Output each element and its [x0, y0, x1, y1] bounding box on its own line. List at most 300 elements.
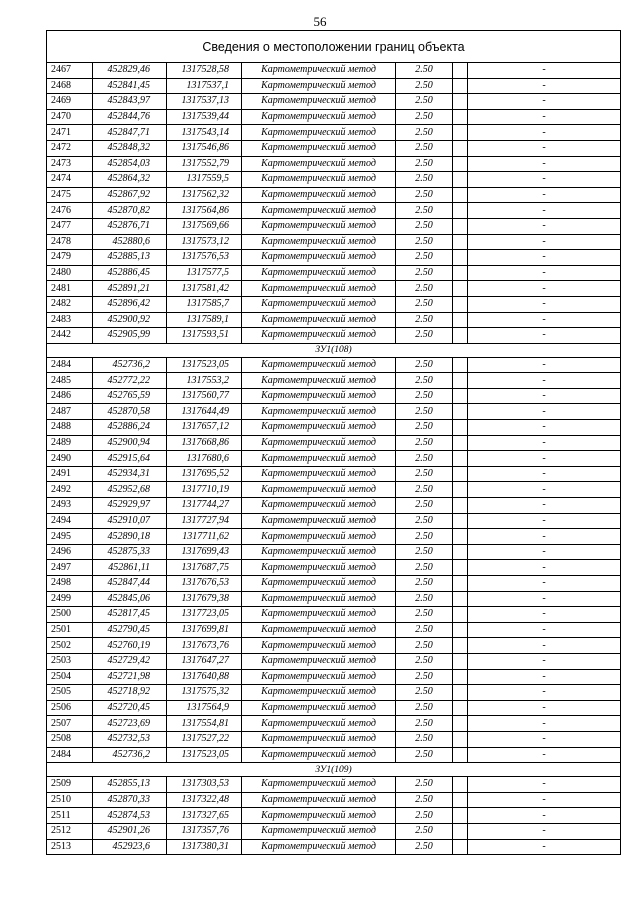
empty-cell	[453, 544, 468, 560]
empty-cell	[453, 513, 468, 529]
coordinate-y-cell: 452790,45	[93, 622, 167, 638]
table-row	[47, 792, 621, 808]
description-cell: -	[468, 203, 621, 219]
table-row	[47, 638, 621, 654]
table-row	[47, 482, 621, 498]
accuracy-cell: 2.50	[396, 669, 453, 685]
coordinate-y-cell: 452896,42	[93, 296, 167, 312]
table-row	[47, 498, 621, 514]
method-cell: Картометрический метод	[242, 638, 396, 654]
table-row	[47, 296, 621, 312]
point-number-cell: 2470	[47, 109, 93, 125]
point-number-cell: 2481	[47, 281, 93, 297]
method-cell: Картометрический метод	[242, 466, 396, 482]
description-cell: -	[468, 435, 621, 451]
table-row	[47, 700, 621, 716]
point-number-cell: 2497	[47, 560, 93, 576]
accuracy-cell: 2.50	[396, 513, 453, 529]
table-row	[47, 653, 621, 669]
accuracy-cell: 2.50	[396, 156, 453, 172]
point-number-cell: 2474	[47, 172, 93, 188]
point-number-cell: 2507	[47, 716, 93, 732]
coordinate-x-cell: 1317560,77	[167, 388, 242, 404]
coordinate-y-cell: 452854,03	[93, 156, 167, 172]
point-number-cell: 2469	[47, 94, 93, 110]
table-row	[47, 622, 621, 638]
coordinate-y-cell: 452845,06	[93, 591, 167, 607]
description-cell: -	[468, 281, 621, 297]
accuracy-cell: 2.50	[396, 731, 453, 747]
method-cell: Картометрический метод	[242, 63, 396, 79]
coordinate-y-cell: 452890,18	[93, 529, 167, 545]
point-number-cell: 2503	[47, 653, 93, 669]
point-number-cell: 2505	[47, 685, 93, 701]
coordinate-y-cell: 452934,31	[93, 466, 167, 482]
empty-cell	[453, 529, 468, 545]
table-body	[47, 63, 621, 855]
table-row	[47, 203, 621, 219]
coordinate-x-cell: 1317679,38	[167, 591, 242, 607]
empty-cell	[453, 109, 468, 125]
empty-cell	[453, 638, 468, 654]
accuracy-cell: 2.50	[396, 451, 453, 467]
section-label: ЗУ1(108)	[47, 343, 621, 357]
coordinate-x-cell: 1317576,53	[167, 250, 242, 266]
description-cell: -	[468, 296, 621, 312]
point-number-cell: 2473	[47, 156, 93, 172]
empty-cell	[453, 420, 468, 436]
accuracy-cell: 2.50	[396, 404, 453, 420]
description-cell: -	[468, 823, 621, 839]
coordinate-x-cell: 1317668,86	[167, 435, 242, 451]
empty-cell	[453, 78, 468, 94]
table-row	[47, 716, 621, 732]
point-number-cell: 2467	[47, 63, 93, 79]
description-cell: -	[468, 172, 621, 188]
coordinate-y-cell: 452900,94	[93, 435, 167, 451]
coordinate-y-cell: 452736,2	[93, 357, 167, 373]
point-number-cell: 2496	[47, 544, 93, 560]
table-row	[47, 731, 621, 747]
table-row	[47, 140, 621, 156]
accuracy-cell: 2.50	[396, 560, 453, 576]
coordinate-x-cell: 1317585,7	[167, 296, 242, 312]
accuracy-cell: 2.50	[396, 109, 453, 125]
coordinate-y-cell: 452870,82	[93, 203, 167, 219]
accuracy-cell: 2.50	[396, 281, 453, 297]
boundary-coordinates-table	[46, 30, 621, 855]
accuracy-cell: 2.50	[396, 482, 453, 498]
point-number-cell: 2499	[47, 591, 93, 607]
description-cell: -	[468, 560, 621, 576]
coordinate-x-cell: 1317657,12	[167, 420, 242, 436]
table-row	[47, 265, 621, 281]
coordinate-x-cell: 1317695,52	[167, 466, 242, 482]
coordinate-y-cell: 452905,99	[93, 328, 167, 344]
description-cell: -	[468, 404, 621, 420]
coordinate-y-cell: 452876,71	[93, 218, 167, 234]
point-number-cell: 2512	[47, 823, 93, 839]
method-cell: Картометрический метод	[242, 420, 396, 436]
table-row	[47, 281, 621, 297]
method-cell: Картометрический метод	[242, 203, 396, 219]
coordinate-y-cell: 452867,92	[93, 187, 167, 203]
point-number-cell: 2487	[47, 404, 93, 420]
table-row	[47, 172, 621, 188]
accuracy-cell: 2.50	[396, 296, 453, 312]
method-cell: Картометрический метод	[242, 373, 396, 389]
coordinate-y-cell: 452843,97	[93, 94, 167, 110]
coordinate-x-cell: 1317303,53	[167, 777, 242, 793]
description-cell: -	[468, 373, 621, 389]
method-cell: Картометрический метод	[242, 591, 396, 607]
method-cell: Картометрический метод	[242, 265, 396, 281]
accuracy-cell: 2.50	[396, 218, 453, 234]
accuracy-cell: 2.50	[396, 638, 453, 654]
coordinate-y-cell: 452901,26	[93, 823, 167, 839]
coordinate-x-cell: 1317559,5	[167, 172, 242, 188]
coordinate-y-cell: 452829,46	[93, 63, 167, 79]
coordinate-x-cell: 1317523,05	[167, 357, 242, 373]
description-cell: -	[468, 731, 621, 747]
coordinate-y-cell: 452765,59	[93, 388, 167, 404]
method-cell: Картометрический метод	[242, 451, 396, 467]
point-number-cell: 2494	[47, 513, 93, 529]
coordinate-y-cell: 452929,97	[93, 498, 167, 514]
method-cell: Картометрический метод	[242, 607, 396, 623]
empty-cell	[453, 808, 468, 824]
empty-cell	[453, 234, 468, 250]
table-row	[47, 234, 621, 250]
coordinate-x-cell: 1317380,31	[167, 839, 242, 855]
point-number-cell: 2502	[47, 638, 93, 654]
empty-cell	[453, 560, 468, 576]
description-cell: -	[468, 265, 621, 281]
description-cell: -	[468, 218, 621, 234]
empty-cell	[453, 218, 468, 234]
coordinate-y-cell: 452875,33	[93, 544, 167, 560]
coordinate-x-cell: 1317647,27	[167, 653, 242, 669]
description-cell: -	[468, 482, 621, 498]
description-cell: -	[468, 234, 621, 250]
point-number-cell: 2495	[47, 529, 93, 545]
description-cell: -	[468, 777, 621, 793]
section-label: ЗУ1(109)	[47, 763, 621, 777]
empty-cell	[453, 747, 468, 763]
coordinate-x-cell: 1317744,27	[167, 498, 242, 514]
coordinate-x-cell: 1317711,62	[167, 529, 242, 545]
description-cell: -	[468, 529, 621, 545]
coordinate-y-cell: 452885,13	[93, 250, 167, 266]
description-cell: -	[468, 250, 621, 266]
coordinate-y-cell: 452848,32	[93, 140, 167, 156]
page-number: 56	[313, 14, 327, 29]
method-cell: Картометрический метод	[242, 700, 396, 716]
empty-cell	[453, 498, 468, 514]
accuracy-cell: 2.50	[396, 140, 453, 156]
accuracy-cell: 2.50	[396, 716, 453, 732]
method-cell: Картометрический метод	[242, 140, 396, 156]
table-title: Сведения о местоположении границ объекта	[47, 31, 621, 63]
description-cell: -	[468, 792, 621, 808]
method-cell: Картометрический метод	[242, 792, 396, 808]
point-number-cell: 2484	[47, 747, 93, 763]
point-number-cell: 2490	[47, 451, 93, 467]
method-cell: Картометрический метод	[242, 94, 396, 110]
description-cell: -	[468, 808, 621, 824]
method-cell: Картометрический метод	[242, 747, 396, 763]
coordinate-x-cell: 1317727,94	[167, 513, 242, 529]
description-cell: -	[468, 125, 621, 141]
table-row	[47, 777, 621, 793]
coordinate-x-cell: 1317676,53	[167, 576, 242, 592]
coordinate-x-cell: 1317687,75	[167, 560, 242, 576]
coordinate-x-cell: 1317357,76	[167, 823, 242, 839]
table-row	[47, 529, 621, 545]
description-cell: -	[468, 716, 621, 732]
method-cell: Картометрический метод	[242, 482, 396, 498]
accuracy-cell: 2.50	[396, 576, 453, 592]
accuracy-cell: 2.50	[396, 792, 453, 808]
coordinate-y-cell: 452864,32	[93, 172, 167, 188]
accuracy-cell: 2.50	[396, 172, 453, 188]
coordinate-y-cell: 452732,53	[93, 731, 167, 747]
table-row	[47, 451, 621, 467]
accuracy-cell: 2.50	[396, 388, 453, 404]
table-row	[47, 94, 621, 110]
point-number-cell: 2513	[47, 839, 93, 855]
empty-cell	[453, 172, 468, 188]
accuracy-cell: 2.50	[396, 373, 453, 389]
empty-cell	[453, 265, 468, 281]
table-row	[47, 466, 621, 482]
table-row	[47, 404, 621, 420]
method-cell: Картометрический метод	[242, 172, 396, 188]
table-row	[47, 125, 621, 141]
point-number-cell: 2486	[47, 388, 93, 404]
point-number-cell: 2510	[47, 792, 93, 808]
coordinate-y-cell: 452729,42	[93, 653, 167, 669]
coordinate-y-cell: 452900,92	[93, 312, 167, 328]
method-cell: Картометрический метод	[242, 296, 396, 312]
point-number-cell: 2471	[47, 125, 93, 141]
description-cell: -	[468, 451, 621, 467]
description-cell: -	[468, 466, 621, 482]
accuracy-cell: 2.50	[396, 529, 453, 545]
table-row	[47, 357, 621, 373]
coordinate-x-cell: 1317699,81	[167, 622, 242, 638]
empty-cell	[453, 250, 468, 266]
description-cell: -	[468, 312, 621, 328]
table-row	[47, 312, 621, 328]
coordinate-x-cell: 1317673,76	[167, 638, 242, 654]
coordinate-y-cell: 452870,33	[93, 792, 167, 808]
point-number-cell: 2511	[47, 808, 93, 824]
point-number-cell: 2472	[47, 140, 93, 156]
description-cell: -	[468, 669, 621, 685]
point-number-cell: 2492	[47, 482, 93, 498]
accuracy-cell: 2.50	[396, 234, 453, 250]
coordinate-x-cell: 1317523,05	[167, 747, 242, 763]
description-cell: -	[468, 94, 621, 110]
accuracy-cell: 2.50	[396, 420, 453, 436]
empty-cell	[453, 653, 468, 669]
point-number-cell: 2504	[47, 669, 93, 685]
method-cell: Картометрический метод	[242, 498, 396, 514]
empty-cell	[453, 777, 468, 793]
coordinate-y-cell: 452886,45	[93, 265, 167, 281]
accuracy-cell: 2.50	[396, 777, 453, 793]
point-number-cell: 2482	[47, 296, 93, 312]
empty-cell	[453, 203, 468, 219]
point-number-cell: 2442	[47, 328, 93, 344]
table-row	[47, 685, 621, 701]
method-cell: Картометрический метод	[242, 125, 396, 141]
method-cell: Картометрический метод	[242, 250, 396, 266]
empty-cell	[453, 388, 468, 404]
point-number-cell: 2500	[47, 607, 93, 623]
accuracy-cell: 2.50	[396, 839, 453, 855]
point-number-cell: 2506	[47, 700, 93, 716]
coordinate-y-cell: 452718,92	[93, 685, 167, 701]
table-row	[47, 388, 621, 404]
coordinate-y-cell: 452847,44	[93, 576, 167, 592]
method-cell: Картометрический метод	[242, 357, 396, 373]
accuracy-cell: 2.50	[396, 125, 453, 141]
coordinate-x-cell: 1317553,2	[167, 373, 242, 389]
coordinate-x-cell: 1317539,44	[167, 109, 242, 125]
coordinate-x-cell: 1317537,1	[167, 78, 242, 94]
method-cell: Картометрический метод	[242, 328, 396, 344]
empty-cell	[453, 435, 468, 451]
coordinate-x-cell: 1317575,32	[167, 685, 242, 701]
method-cell: Картометрический метод	[242, 281, 396, 297]
coordinate-x-cell: 1317564,86	[167, 203, 242, 219]
table-row	[47, 607, 621, 623]
coordinate-y-cell: 452874,53	[93, 808, 167, 824]
method-cell: Картометрический метод	[242, 404, 396, 420]
coordinate-x-cell: 1317710,19	[167, 482, 242, 498]
method-cell: Картометрический метод	[242, 731, 396, 747]
point-number-cell: 2480	[47, 265, 93, 281]
coordinate-y-cell: 452772,22	[93, 373, 167, 389]
accuracy-cell: 2.50	[396, 607, 453, 623]
empty-cell	[453, 404, 468, 420]
point-number-cell: 2493	[47, 498, 93, 514]
table-row	[47, 218, 621, 234]
table-row	[47, 591, 621, 607]
coordinate-x-cell: 1317322,48	[167, 792, 242, 808]
table-row	[47, 513, 621, 529]
method-cell: Картометрический метод	[242, 716, 396, 732]
empty-cell	[453, 607, 468, 623]
empty-cell	[453, 328, 468, 344]
description-cell: -	[468, 700, 621, 716]
point-number-cell: 2477	[47, 218, 93, 234]
description-cell: -	[468, 187, 621, 203]
empty-cell	[453, 63, 468, 79]
empty-cell	[453, 576, 468, 592]
description-cell: -	[468, 685, 621, 701]
method-cell: Картометрический метод	[242, 388, 396, 404]
empty-cell	[453, 839, 468, 855]
accuracy-cell: 2.50	[396, 78, 453, 94]
table-row	[47, 560, 621, 576]
description-cell: -	[468, 544, 621, 560]
table-row	[47, 544, 621, 560]
coordinate-y-cell: 452736,2	[93, 747, 167, 763]
method-cell: Картометрический метод	[242, 513, 396, 529]
coordinate-y-cell: 452841,45	[93, 78, 167, 94]
coordinate-x-cell: 1317554,81	[167, 716, 242, 732]
point-number-cell: 2485	[47, 373, 93, 389]
empty-cell	[453, 451, 468, 467]
coordinate-y-cell: 452870,58	[93, 404, 167, 420]
description-cell: -	[468, 638, 621, 654]
point-number-cell: 2468	[47, 78, 93, 94]
accuracy-cell: 2.50	[396, 498, 453, 514]
coordinate-x-cell: 1317327,65	[167, 808, 242, 824]
method-cell: Картометрический метод	[242, 234, 396, 250]
coordinate-x-cell: 1317546,86	[167, 140, 242, 156]
empty-cell	[453, 312, 468, 328]
description-cell: -	[468, 839, 621, 855]
empty-cell	[453, 373, 468, 389]
table-row	[47, 250, 621, 266]
coordinate-y-cell: 452847,71	[93, 125, 167, 141]
point-number-cell: 2483	[47, 312, 93, 328]
coordinate-x-cell: 1317552,79	[167, 156, 242, 172]
coordinate-y-cell: 452952,68	[93, 482, 167, 498]
point-number-cell: 2489	[47, 435, 93, 451]
method-cell: Картометрический метод	[242, 544, 396, 560]
table-row	[47, 823, 621, 839]
accuracy-cell: 2.50	[396, 466, 453, 482]
accuracy-cell: 2.50	[396, 63, 453, 79]
description-cell: -	[468, 388, 621, 404]
table-row	[47, 109, 621, 125]
method-cell: Картометрический метод	[242, 622, 396, 638]
empty-cell	[453, 466, 468, 482]
coordinate-y-cell: 452880,6	[93, 234, 167, 250]
table-row	[47, 187, 621, 203]
accuracy-cell: 2.50	[396, 312, 453, 328]
method-cell: Картометрический метод	[242, 777, 396, 793]
coordinate-x-cell: 1317680,6	[167, 451, 242, 467]
coordinate-y-cell: 452721,98	[93, 669, 167, 685]
empty-cell	[453, 823, 468, 839]
coordinate-x-cell: 1317581,42	[167, 281, 242, 297]
coordinate-x-cell: 1317528,58	[167, 63, 242, 79]
coordinate-x-cell: 1317577,5	[167, 265, 242, 281]
accuracy-cell: 2.50	[396, 747, 453, 763]
point-number-cell: 2478	[47, 234, 93, 250]
coordinate-y-cell: 452861,11	[93, 560, 167, 576]
point-number-cell: 2508	[47, 731, 93, 747]
description-cell: -	[468, 576, 621, 592]
method-cell: Картометрический метод	[242, 529, 396, 545]
coordinate-y-cell: 452855,13	[93, 777, 167, 793]
empty-cell	[453, 792, 468, 808]
empty-cell	[453, 296, 468, 312]
accuracy-cell: 2.50	[396, 685, 453, 701]
empty-cell	[453, 140, 468, 156]
accuracy-cell: 2.50	[396, 94, 453, 110]
description-cell: -	[468, 328, 621, 344]
coordinate-x-cell: 1317569,66	[167, 218, 242, 234]
point-number-cell: 2509	[47, 777, 93, 793]
point-number-cell: 2479	[47, 250, 93, 266]
